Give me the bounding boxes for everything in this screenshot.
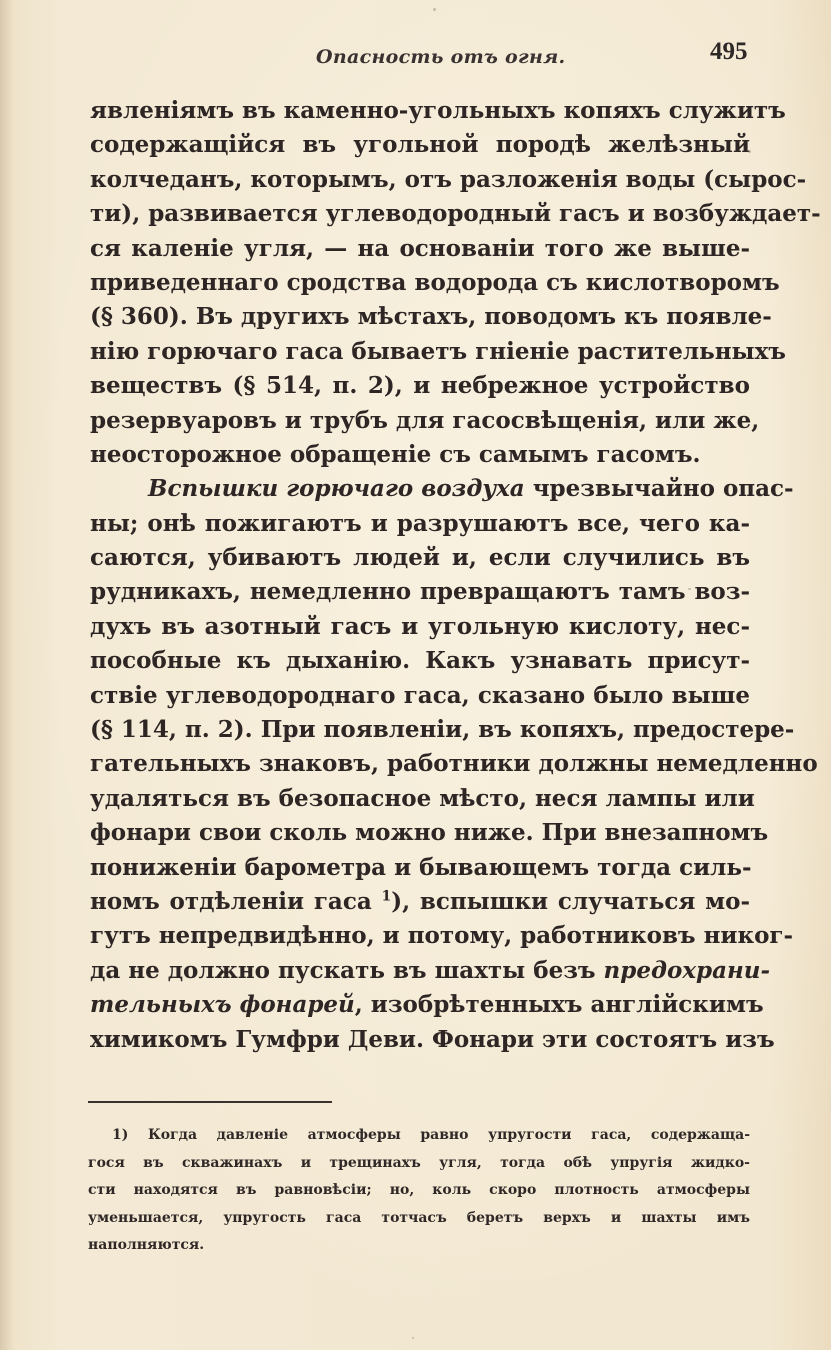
running-title: Опасность отъ огня. [316,46,566,68]
paper-speck [433,8,436,11]
text-line: духъ въ азотный гасъ и угольную кислоту, нес- [90,612,750,640]
text-line [90,954,771,988]
footnote-line: гося въ скважинахъ и трещинахъ угля, тогда обѣ упругiя жидко- [88,1154,750,1171]
page-header [0,38,831,78]
footnote-mark: 1) [112,1127,129,1143]
text-line: гутъ непредвидѣнно, и потому, работниковъ никог- [90,922,794,950]
text-line: саются, убиваютъ людей и, если случились въ [90,544,750,572]
text-line: нiю горючаго гаса бываетъ гнiенiе растительныхъ [90,337,786,365]
footnote-line [88,1122,750,1150]
footnote [88,1122,750,1260]
text-line: химикомъ Гумфри Деви. Фонари эти состоятъ изъ [90,1025,775,1053]
paper-speck [412,1337,414,1339]
text-span: Когда давленiе атмосферы равно упругости гаса, содержаща- [147,1127,751,1143]
paper-speck [748,150,751,153]
text-line: удаляться въ безопасное мѣсто, неся лампы или [90,784,755,812]
footnote-divider [88,1101,332,1103]
text-line: колчеданъ, которымъ, отъ разложенiя воды (сырос- [90,165,807,193]
main-text [90,94,821,1057]
text-line: ти), развивается углеводородный гасъ и возбуждает- [90,200,821,228]
text-line [90,988,764,1022]
text-line: веществъ (§ 514, п. 2), и небрежное устройство [90,372,750,400]
text-line: ся каленiе угля, — на основанiи того же выше- [90,234,750,262]
text-line: приведеннаго сродства водорода съ кислотворомъ [90,268,780,296]
text-span: , изобрѣтенныхъ англiйскимъ [354,991,764,1019]
footnote-line: уменьшается, упругость гаса тотчасъ беретъ верхъ и шахты имъ [88,1209,750,1226]
text-line-with-footnote [90,885,750,919]
text-line: (§ 360). Въ другихъ мѣстахъ, поводомъ къ появле- [90,303,772,331]
italic-phrase: Вспышки горючаго воздуха [148,475,525,503]
page-number: 495 [710,38,748,65]
footnote-line: сти находятся въ равновѣсiи; но, коль скоро плотность атмосферы [88,1182,750,1198]
text-line: ствiе углеводороднаго гаса, сказано было выше [90,681,750,709]
text-span: номъ отдѣленiи гаса [90,887,382,915]
italic-phrase: тельныхъ фонарей [90,991,355,1019]
text-line: пониженiи барометра и бывающемъ тогда силь- [90,853,752,881]
text-line: резервуаровъ и трубъ для гасосвѣщенiя, или же, [90,406,760,434]
text-line: содержащiйся въ угольной породѣ желѣзный [90,131,750,159]
text-line: пособные къ дыханiю. Какъ узнавать присут- [90,647,750,675]
text-line: фонари свои сколь можно ниже. При внезапномъ [90,819,769,847]
text-line: ны; онѣ пожигаютъ и разрушаютъ все, чего ка- [90,509,750,537]
text-line: рудникахъ, немедленно превращаютъ тамъ воз- [90,578,750,606]
text-span: ), вспышки случаться мо- [391,887,750,915]
text-line: (§ 114, п. 2). При появленiи, въ копяхъ, предостере- [90,716,795,744]
text-line: гательныхъ знаковъ, работники должны немедленно [90,750,818,778]
text-span: да не должно пускать въ шахты безъ [90,956,604,984]
text-line: явленiямъ въ каменно-угольныхъ копяхъ служитъ [90,97,786,124]
text-line: неосторожное обращенiе съ самымъ гасомъ. [90,440,701,468]
footnote-reference: 1 [381,888,392,905]
footnote-line: наполняются. [88,1237,205,1253]
paragraph-start-line [90,472,794,506]
paper-speck [688,588,691,590]
italic-phrase: предохрани- [603,956,771,984]
text-span: чрезвычайно опас- [524,475,794,503]
